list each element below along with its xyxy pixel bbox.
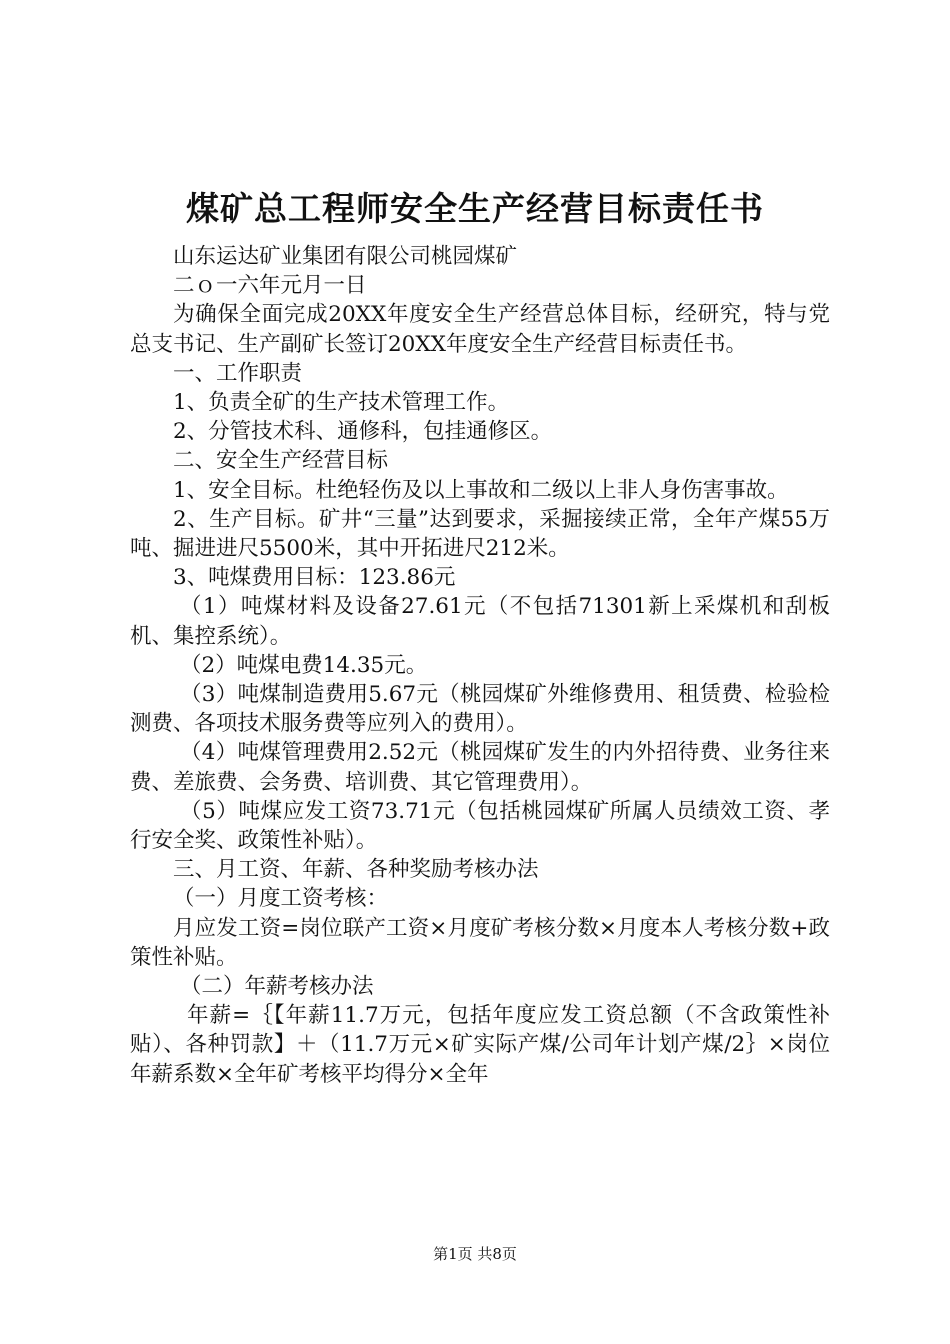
cost-item-electricity: （2）吨煤电费14.35元。 [180,652,428,678]
cost-item-materials: （1）吨煤材料及设备27.61元（不包括71301新上采煤机和刮板机、集控系统）。 [130,594,830,649]
target-item-cost: 3、吨煤费用目标：123.86元 [173,565,456,591]
page-number: 第1页 共8页 [433,1245,517,1263]
annual-salary-formula: 年薪=｛【年薪11.7万元，包括年度应发工资总额（不含政策性补贴）、各种罚款】＋（11.7万元×矿实际产煤/公司年计划产煤/2｝×岗位年薪系数×全年矿考核平均得分×全年 [130,1003,830,1087]
duty-item-1: 1、负责全矿的生产技术管理工作。 [173,390,510,416]
subheading-monthly-wage: （一）月度工资考核： [173,886,389,912]
duty-item-2: 2、分管技术科、通修科，包挂通修区。 [173,419,553,445]
section-heading-duties: 一、工作职责 [173,360,303,386]
cost-item-manufacturing: （3）吨煤制造费用5.67元（桃园煤矿外维修费用、租赁费、检验检测费、各项技术服务费等应列入的费用）。 [130,682,830,737]
monthly-wage-formula: 月应发工资=岗位联产工资×月度矿考核分数×月度本人考核分数+政策性补贴。 [130,915,830,970]
document-title: 煤矿总工程师安全生产经营目标责任书 [186,189,764,228]
company-name: 山东运达矿业集团有限公司桃园煤矿 [173,244,518,269]
document-date: 二ｏ一六年元月一日 [173,273,367,299]
cost-item-management: （4）吨煤管理费用2.52元（桃园煤矿发生的内外招待费、业务往来费、差旅费、会务费、培训费、其它管理费用）。 [130,740,830,795]
document-body [130,242,830,1089]
intro-paragraph: 为确保全面完成20XX年度安全生产经营总体目标，经研究，特与党总支书记、生产副矿长签订20XX年度安全生产经营目标责任书。 [130,302,830,357]
target-item-production: 2、生产目标。矿井“三量”达到要求，采掘接续正常，全年产煤55万吨、掘进进尺5500米，其中开拓进尺212米。 [130,506,830,562]
cost-item-wages: （5）吨煤应发工资73.71元（包括桃园煤矿所属人员绩效工资、孝行安全奖、政策性补贴）。 [130,798,830,854]
section-heading-targets: 二、安全生产经营目标 [173,448,389,474]
target-item-safety: 1、安全目标。杜绝轻伤及以上事故和二级以上非人身伤害事故。 [173,477,789,503]
subheading-annual-salary: （二）年薪考核办法 [180,974,374,1000]
section-heading-assessment: 三、月工资、年薪、各种奖励考核办法 [173,857,539,883]
